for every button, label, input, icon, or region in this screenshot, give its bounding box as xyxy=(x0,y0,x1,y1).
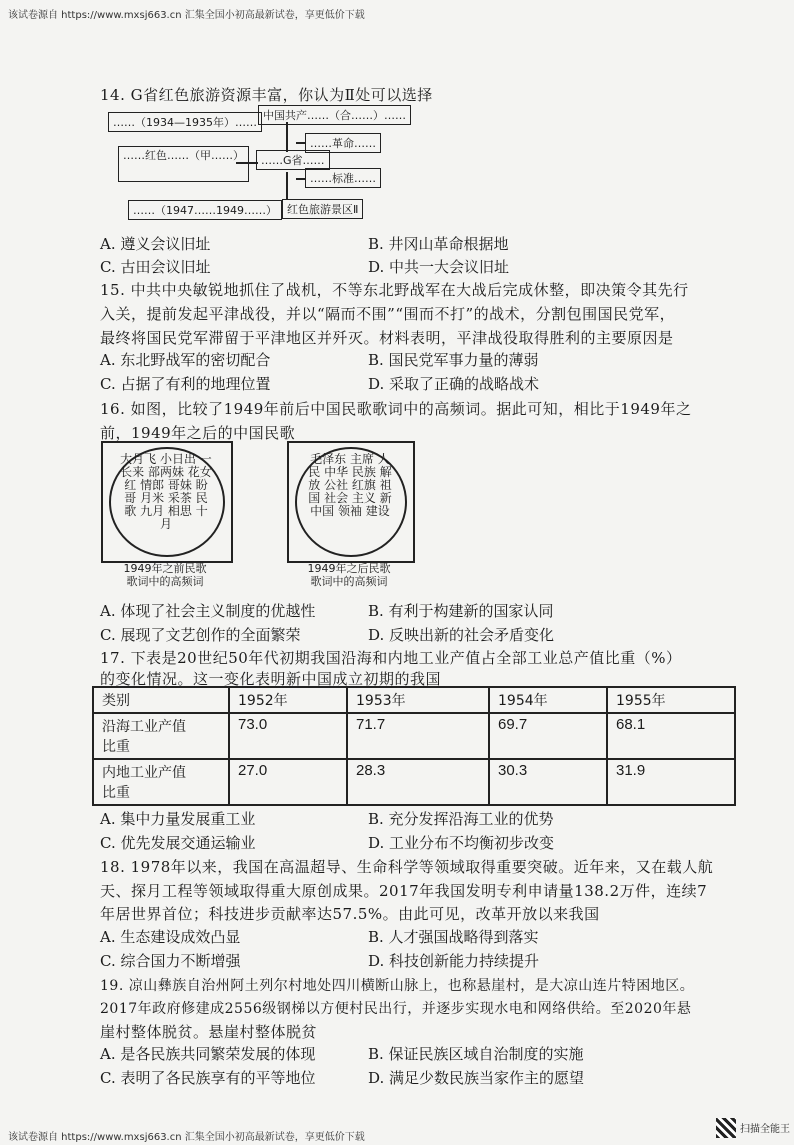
caption-before: 1949年之前民歌 歌词中的高频词 xyxy=(123,562,207,588)
q19-option-c: C. 表明了各民族享有的平等地位 xyxy=(100,1069,316,1087)
q19-option-a: A. 是各民族共同繁荣发展的体现 xyxy=(100,1045,316,1063)
page-header: 该试卷源自 https://www.mxsj663.cn 汇集全国小初高最新试卷，享更低价下载 xyxy=(8,10,365,21)
q16-option-c: C. 展现了文艺创作的全面繁荣 xyxy=(100,626,301,644)
q15-option-a: A. 东北野战军的密切配合 xyxy=(100,351,271,369)
q18-option-d: D. 科技创新能力持续提升 xyxy=(368,952,540,970)
q14-option-b: B. 井冈山革命根据地 xyxy=(368,235,509,253)
scanner-badge: 扫描全能王 xyxy=(740,1124,790,1135)
diagram-box-4: ……革命…… xyxy=(305,133,381,153)
table-cell: 28.3 xyxy=(347,759,489,805)
diagram-box-2: 中国共产……（合……）…… xyxy=(258,105,411,125)
table-cell: 69.7 xyxy=(489,713,607,759)
table-row xyxy=(93,713,735,759)
q16-line-2: 前，1949年之后的中国民歌 xyxy=(100,424,296,442)
q17-line-2: 的变化情况。这一变化表明新中国成立初期的我国 xyxy=(100,670,442,688)
page-footer: 该试卷源自 https://www.mxsj663.cn 汇集全国小初高最新试卷，享更低价下载 xyxy=(8,1132,365,1143)
connector xyxy=(236,162,258,164)
table-header-cell: 1952年 xyxy=(229,687,347,713)
q17-option-c: C. 优先发展交通运输业 xyxy=(100,834,256,852)
q16-line-1: 16. 如图，比较了1949年前后中国民歌歌词中的高频词。据此可知，相比于1949年之 xyxy=(100,400,692,418)
caption-after: 1949年之后民歌 歌词中的高频词 xyxy=(307,562,391,588)
connector xyxy=(296,142,306,144)
table-cell: 27.0 xyxy=(229,759,347,805)
q18-line-2: 天、探月工程等领域取得重大原创成果。2017年我国发明专利申请量138.2万件，连续7 xyxy=(100,882,708,900)
table-cell: 30.3 xyxy=(489,759,607,805)
q17-line-1: 17. 下表是20世纪50年代初期我国沿海和内地工业产值占全部工业总产值比重（%） xyxy=(100,649,682,667)
connector xyxy=(296,178,306,180)
table-cell: 71.7 xyxy=(347,713,489,759)
table-row xyxy=(93,759,735,805)
q18-option-b: B. 人才强国战略得到落实 xyxy=(368,928,539,946)
table-cell: 73.0 xyxy=(229,713,347,759)
q14-option-a: A. 遵义会议旧址 xyxy=(100,235,211,253)
q17-option-b: B. 充分发挥沿海工业的优势 xyxy=(368,810,554,828)
table-cell: 31.9 xyxy=(607,759,735,805)
q19-line-1: 19. 凉山彝族自治州阿土列尔村地处四川横断山脉上，也称悬崖村，是大凉山连片特困地区。 xyxy=(100,978,695,994)
q19-option-d: D. 满足少数民族当家作主的愿望 xyxy=(368,1069,585,1087)
table-cell: 68.1 xyxy=(607,713,735,759)
q15-line-2: 入关，提前发起平津战役，并以“隔而不围”“围而不打”的战术，分割包围国民党军， xyxy=(100,305,676,323)
q15-option-b: B. 国民党军事力量的薄弱 xyxy=(368,351,539,369)
q14-stem: 14. G省红色旅游资源丰富，你认为Ⅱ处可以选择 xyxy=(100,86,433,104)
table-header-row xyxy=(93,687,735,713)
q15-line-1: 15. 中共中央敏锐地抓住了战机，不等东北野战军在大战后完成休整，即决策令其先行 xyxy=(100,281,689,299)
diagram-box-7: 红色旅游景区Ⅱ xyxy=(282,199,363,219)
diagram-box-3: ……红色……（甲……） xyxy=(118,146,249,182)
medallion-before-1949 xyxy=(101,441,233,563)
industry-output-table xyxy=(92,686,736,806)
q17-option-a: A. 集中力量发展重工业 xyxy=(100,810,256,828)
word-cloud-after: 毛泽东 主席 人民 中华 民族 解放 公社 红旗 祖国 社会 主义 新中国 领袖 建设 xyxy=(308,453,392,518)
q18-option-c: C. 综合国力不断增强 xyxy=(100,952,241,970)
q17-option-d: D. 工业分布不均衡初步改变 xyxy=(368,834,555,852)
q19-option-b: B. 保证民族区域自治制度的实施 xyxy=(368,1045,584,1063)
word-cloud-before: 大月飞 小日出 一长来 部两妹 花女红 情郎 哥妹 盼哥 月米 采茶 民歌 九月 相思 十月 xyxy=(120,453,212,531)
q16-option-a: A. 体现了社会主义制度的优越性 xyxy=(100,602,316,620)
table-header-cell: 类别 xyxy=(93,687,229,713)
q19-line-3: 崖村整体脱贫。悬崖村整体脱贫 xyxy=(100,1023,318,1041)
q16-option-d: D. 反映出新的社会矛盾变化 xyxy=(368,626,555,644)
q15-option-c: C. 占据了有利的地理位置 xyxy=(100,375,271,393)
qr-code-icon xyxy=(716,1118,736,1138)
q16-option-b: B. 有利于构建新的国家认同 xyxy=(368,602,554,620)
table-header-cell: 1953年 xyxy=(347,687,489,713)
q18-option-a: A. 生态建设成效凸显 xyxy=(100,928,241,946)
row-label: 内地工业产值 比重 xyxy=(93,759,229,805)
connector xyxy=(286,172,288,200)
q18-line-3: 年居世界首位；科技进步贡献率达57.5%。由此可见，改革开放以来我国 xyxy=(100,905,600,923)
diagram-box-center: ……G省…… xyxy=(256,150,330,170)
medallion-after-1949 xyxy=(287,441,415,563)
row-label: 沿海工业产值 比重 xyxy=(93,713,229,759)
table-header-cell: 1955年 xyxy=(607,687,735,713)
q14-option-d: D. 中共一大会议旧址 xyxy=(368,258,510,276)
diagram-box-6: ……（1947……1949……） xyxy=(128,200,282,220)
q18-line-1: 18. 1978年以来，我国在高温超导、生命科学等领域取得重要突破。近年来，又在载人航 xyxy=(100,858,714,876)
diagram-box-1: ……（1934—1935年）…… xyxy=(108,112,262,132)
q15-option-d: D. 采取了正确的战略战术 xyxy=(368,375,540,393)
connector xyxy=(286,122,288,152)
table-header-cell: 1954年 xyxy=(489,687,607,713)
q19-line-2: 2017年政府修建成2556级钢梯以方便村民出行，并逐步实现水电和网络供给。至2020年悬 xyxy=(100,1001,692,1017)
diagram-box-5: ……标准…… xyxy=(305,168,381,188)
q15-line-3: 最终将国民党军滞留于平津地区并歼灭。材料表明，平津战役取得胜利的主要原因是 xyxy=(100,329,674,347)
q14-option-c: C. 古田会议旧址 xyxy=(100,258,211,276)
